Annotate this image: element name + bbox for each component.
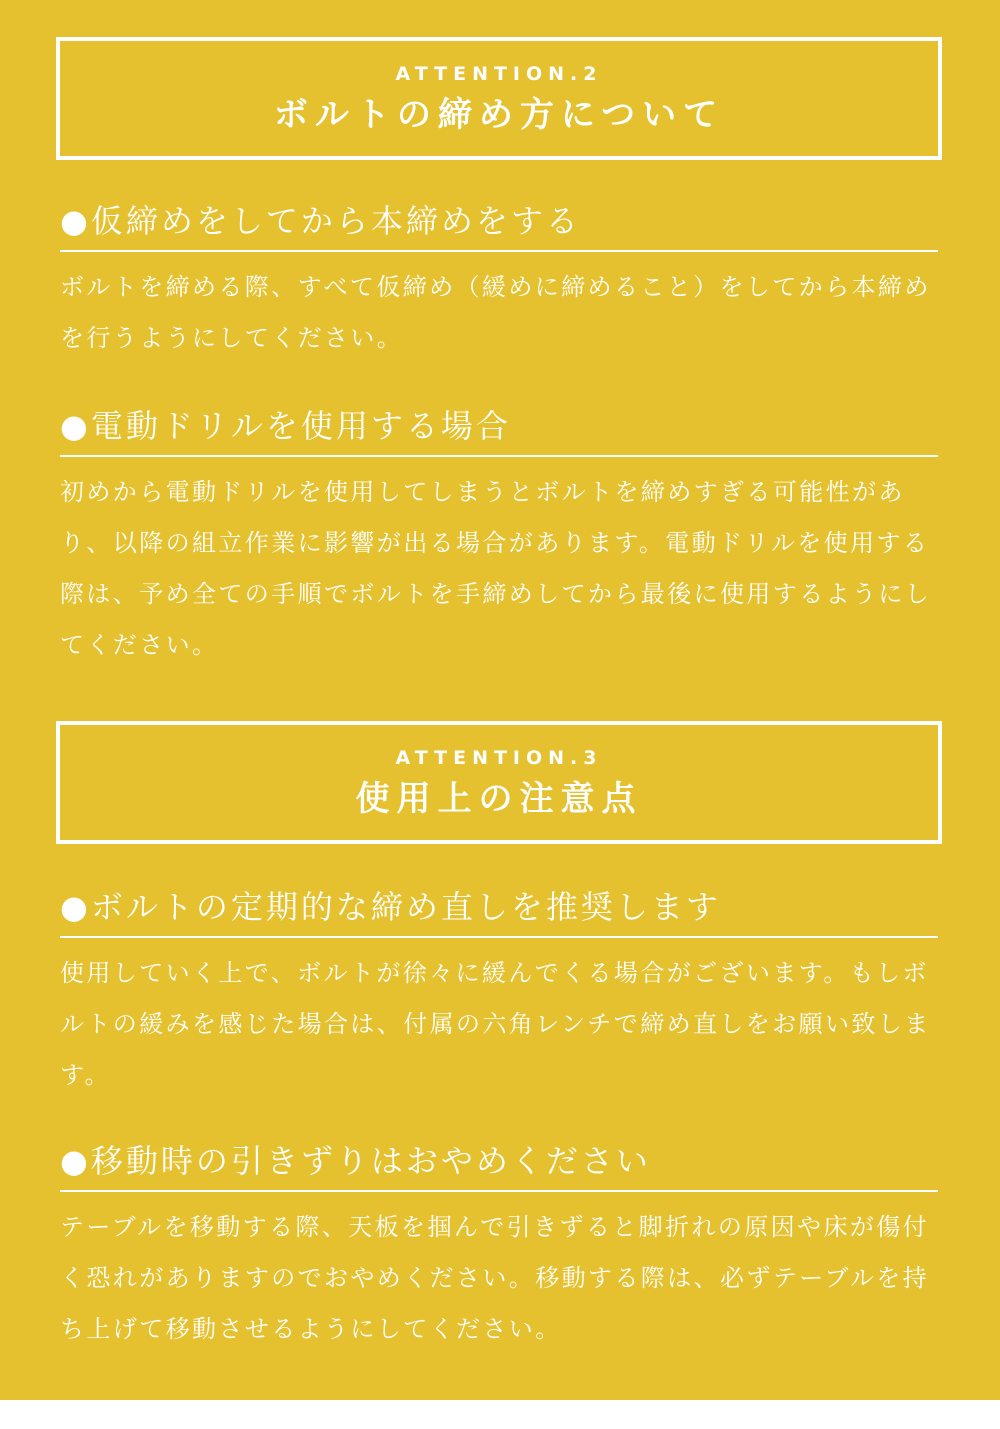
- attention-3-label: ATTENTION.3: [395, 747, 603, 769]
- section-heading: ●移動時の引きずりはおやめください: [60, 1138, 938, 1192]
- attention-2-title: ボルトの締め方について: [273, 95, 725, 135]
- section-body: 初めから電動ドリルを使用してしまうとボルトを締めすぎる可能性があり、以降の組立作業に影響が出る場合があります。電動ドリルを使用する際は、予め全ての手順でボルトを手締めしてから最後に使用するようにしてください。: [60, 478, 932, 659]
- section-body: ボルトを締める際、すべて仮締め（緩めに締めること）をしてから本締めを行うようにしてください。: [60, 273, 931, 352]
- section-electric-drill: [60, 403, 938, 671]
- attention-3-title: 使用上の注意点: [355, 779, 643, 819]
- section-temporary-tightening: [60, 198, 938, 364]
- section-body: 使用していく上で、ボルトが徐々に緩んでくる場合がございます。もしボルトの緩みを感じた場合は、付属の六角レンチで締め直しをお願い致します。: [60, 959, 931, 1089]
- attention-2-box: [56, 37, 942, 160]
- section-body: テーブルを移動する際、天板を掴んで引きずると脚折れの原因や床が傷付く恐れがありますのでおやめください。移動する際は、必ずテーブルを持ち上げて移動させるようにしてください。: [60, 1213, 930, 1343]
- section-heading: ●ボルトの定期的な締め直しを推奨します: [60, 884, 938, 938]
- section-no-dragging: [60, 1138, 938, 1355]
- attention-3-box: [56, 721, 942, 844]
- section-heading: ●仮締めをしてから本締めをする: [60, 198, 938, 252]
- attention-2-label: ATTENTION.2: [395, 63, 603, 85]
- section-heading: ●電動ドリルを使用する場合: [60, 403, 938, 457]
- section-retightening: [60, 884, 938, 1101]
